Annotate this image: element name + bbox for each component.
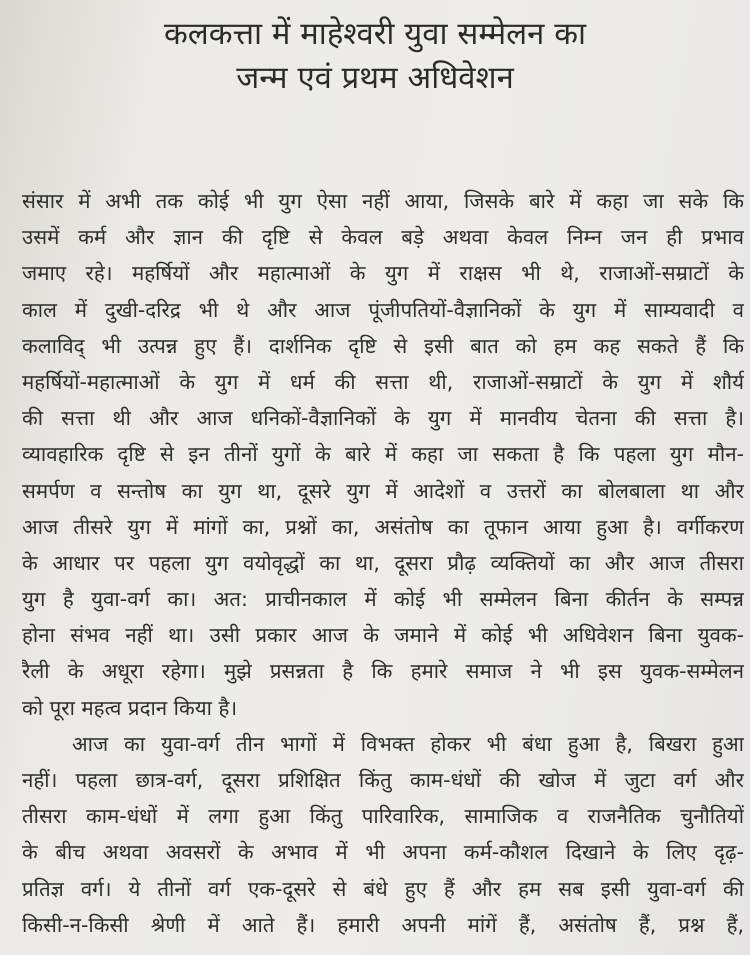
- paragraph-2: [22, 726, 744, 943]
- text-line: किसी-न-किसी श्रेणी में आते हैं। हमारी अपनी मांगें हैं, असंतोष हैं, प्रश्न हैं,: [22, 912, 744, 937]
- text-line: प्रतिज्ञ वर्ग। ये तीनों वर्ग एक-दूसरे से बंधे हुए हैं और हम सब इसी युवा-वर्ग की: [22, 876, 744, 901]
- text-line: काल में दुखी-दरिद्र भी थे और आज पूंजीपतियों-वैज्ञानिकों के युग में साम्यवादी व: [22, 297, 744, 322]
- text-line: व्यावहारिक दृष्टि से इन तीनों युगों के बारे में कहा जा सकता है कि पहला युग मौन-: [22, 442, 744, 467]
- text-line: रैली के अधूरा रहेगा। मुझे प्रसन्नता है कि हमारे समाज ने भी इस युवक-सम्मेलन: [22, 659, 744, 684]
- text-line: आज तीसरे युग में मांगों का, प्रश्नों का, असंतोष का तूफान आया हुआ है। वर्गीकरण: [22, 514, 744, 539]
- body-text: [22, 183, 744, 943]
- text-line: आज का युवा-वर्ग तीन भागों में विभक्त होकर भी बंधा हुआ है, बिखरा हुआ: [72, 731, 744, 756]
- text-line: की सत्ता थी और आज धनिकों-वैज्ञानिकों के युग में मानवीय चेतना की सत्ता है।: [22, 406, 744, 431]
- text-line: को पूरा महत्व प्रदान किया है।: [22, 695, 238, 720]
- chapter-title-line-1: कलकत्ता में माहेश्वरी युवा सम्मेलन का: [163, 16, 587, 52]
- text-line: तीसरा काम-धंधों में लगा हुआ किंतु पारिवारिक, सामाजिक व राजनैतिक चुनौतियों: [22, 804, 744, 829]
- text-line: संसार में अभी तक कोई भी युग ऐसा नहीं आया, जिसके बारे में कहा जा सके कि: [22, 189, 744, 213]
- text-line: कलाविद् भी उत्पन्न हुए हैं। दार्शनिक दृष्टि से इसी बात को हम कह सकते हैं कि: [22, 333, 744, 358]
- text-line: युग है युवा-वर्ग का। अत: प्राचीनकाल में कोई भी सम्मेलन बिना कीर्तन के सम्पन्न: [22, 587, 744, 612]
- text-line: नहीं। पहला छात्र-वर्ग, दूसरा प्रशिक्षित किंतु काम-धंधों की खोज में जुटा वर्ग और: [22, 768, 744, 792]
- text-line: होना संभव नहीं था। उसी प्रकार आज के जमाने में कोई भी अधिवेशन बिना युवक-: [22, 623, 744, 648]
- text-line: जमाए रहे। महर्षियों और महात्माओं के युग में राक्षस भी थे, राजाओं-सम्राटों के: [22, 261, 744, 286]
- text-line: के बीच अथवा अवसरों के अभाव में भी अपना कर्म-कौशल दिखाने के लिए दृढ़-: [22, 840, 744, 865]
- text-line: उसमें कर्म और ज्ञान की दृष्टि से केवल बड़े अथवा केवल निम्न जन ही प्रभाव: [22, 225, 744, 250]
- chapter-title-line-2: जन्म एवं प्रथम अधिवेशन: [236, 60, 514, 96]
- text-line: के आधार पर पहला युग वयोवृद्धों का था, दूसरा प्रौढ़ व्यक्तियों का और आज तीसरा: [22, 550, 744, 575]
- paragraph-1: [22, 183, 744, 726]
- text-line: समर्पण व सन्तोष का युग था, दूसरे युग में आदेशों व उत्तरों का बोलबाला था और: [22, 478, 744, 503]
- text-line: महर्षियों-महात्माओं के युग में धर्म की सत्ता थी, राजाओं-सम्राटों के युग में शौर्य: [22, 369, 744, 394]
